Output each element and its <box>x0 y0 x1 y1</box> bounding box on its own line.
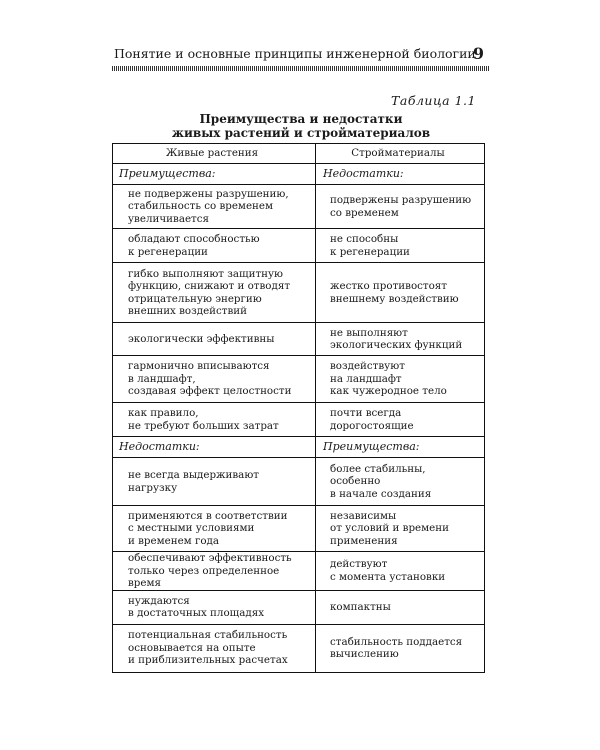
table-cell <box>113 356 316 403</box>
section-label: Недостатки: <box>119 439 200 453</box>
cell-line: и приблизительных расчетах <box>128 654 288 667</box>
cell-line: независимы <box>330 509 397 522</box>
cell-line: гармонично вписываются <box>128 360 270 373</box>
cell-line: в достаточных площадях <box>128 607 265 619</box>
cell-line: не требуют больших затрат <box>128 419 279 432</box>
cell-line: подвержены разрушению <box>330 194 472 206</box>
section-row <box>113 164 485 185</box>
table-row <box>113 403 485 437</box>
cell-line: как чужеродное тело <box>330 385 447 398</box>
table-cell <box>316 263 485 323</box>
cell-line: не выполняют <box>330 326 408 339</box>
table-header-row <box>113 144 485 164</box>
section-cell <box>113 164 316 185</box>
table-row <box>113 590 485 624</box>
section-cell <box>316 164 485 185</box>
cell-line: увеличивается <box>128 212 210 225</box>
section-row <box>113 437 485 458</box>
cell-line: создавая эффект целостности <box>128 385 292 398</box>
cell-line: дорогостоящие <box>330 419 414 432</box>
table-cell <box>113 552 316 591</box>
cell-line: потенциальная стабильность <box>128 629 288 642</box>
table-cell <box>113 624 316 672</box>
cell-line: стабильность со временем <box>128 200 274 213</box>
cell-line: с момента установки <box>330 570 446 583</box>
table-cell <box>316 458 485 506</box>
table-cell <box>113 506 316 552</box>
section-cell <box>316 437 485 458</box>
cell-line: не способны <box>330 233 399 245</box>
running-title: Понятие и основные принципы инженерной биологии <box>114 46 476 61</box>
table-cell <box>316 229 485 263</box>
table-row <box>113 506 485 552</box>
table-row <box>113 323 485 356</box>
table-cell <box>113 263 316 323</box>
section-cell <box>113 437 316 458</box>
cell-line: со временем <box>330 206 399 219</box>
section-label: Преимущества: <box>323 439 420 453</box>
table-row <box>113 624 485 672</box>
running-header <box>112 46 490 66</box>
comparison-table <box>112 143 485 673</box>
table-row <box>113 185 485 229</box>
header-rule <box>112 66 490 71</box>
cell-line: нуждаются <box>128 594 190 607</box>
cell-line: особенно <box>330 475 381 488</box>
cell-line: применения <box>330 534 398 547</box>
table-cell <box>316 356 485 403</box>
cell-line: обладают способностью <box>128 233 260 245</box>
section-label: Недостатки: <box>323 166 404 180</box>
cell-line: к регенерации <box>128 245 208 258</box>
cell-line: в ландшафт, <box>128 372 196 385</box>
section-label: Преимущества: <box>119 166 216 180</box>
table-row <box>113 356 485 403</box>
cell-line: не всегда выдерживают нагрузку <box>128 469 259 494</box>
cell-line: функцию, снижают и отводят <box>128 280 291 292</box>
table-row <box>113 552 485 591</box>
table-cell <box>316 185 485 229</box>
table-cell <box>113 229 316 263</box>
cell-line: компактны <box>330 600 391 613</box>
column-header: Живые растения <box>113 144 316 164</box>
table-title-line: Преимущества и недостатки <box>199 112 403 126</box>
cell-line: на ландшафт <box>330 372 402 385</box>
cell-line: от условий и времени <box>330 522 449 535</box>
cell-line: стабильность поддается <box>330 635 463 648</box>
table-cell <box>113 185 316 229</box>
table-cell <box>316 403 485 437</box>
page-number: 9 <box>472 44 484 63</box>
cell-line: к регенерации <box>330 245 410 258</box>
table-title <box>112 112 490 140</box>
cell-line: внешнему воздействию <box>330 292 459 305</box>
cell-line: в начале создания <box>330 487 432 500</box>
cell-line: почти всегда <box>330 407 402 419</box>
cell-line: внешних воздействий <box>128 305 248 317</box>
cell-line: применяются в соответствии <box>128 509 288 522</box>
table-cell <box>113 323 316 356</box>
cell-line: экологически эффективны <box>128 332 275 345</box>
table-cell <box>316 590 485 624</box>
cell-line: гибко выполняют защитную <box>128 267 284 280</box>
table-label: Таблица 1.1 <box>391 93 476 108</box>
cell-line: экологических функций <box>330 339 463 351</box>
cell-line: более стабильны, <box>330 462 426 475</box>
cell-line: не подвержены разрушению, <box>128 187 289 200</box>
cell-line: жестко противостоят <box>330 280 448 292</box>
table-row <box>113 458 485 506</box>
cell-line: и временем года <box>128 534 220 547</box>
cell-line: вычислению <box>330 648 399 660</box>
table-cell <box>316 552 485 591</box>
cell-line: воздействуют <box>330 360 405 373</box>
table-row <box>113 263 485 323</box>
table-row <box>113 229 485 263</box>
table-cell <box>113 403 316 437</box>
table-cell <box>316 323 485 356</box>
table-title-line: живых растений и стройматериалов <box>171 126 431 140</box>
cell-line: основывается на опыте <box>128 641 256 654</box>
cell-line: только через определенное время <box>128 564 280 589</box>
table-cell <box>113 458 316 506</box>
table-cell <box>316 506 485 552</box>
table-cell <box>316 624 485 672</box>
table-cell <box>113 590 316 624</box>
column-header: Стройматериалы <box>316 144 485 164</box>
cell-line: как правило, <box>128 407 199 419</box>
cell-line: обеспечивают эффективность <box>128 552 292 564</box>
cell-line: действуют <box>330 558 388 571</box>
cell-line: с местными условиями <box>128 522 255 535</box>
cell-line: отрицательную энергию <box>128 292 262 305</box>
